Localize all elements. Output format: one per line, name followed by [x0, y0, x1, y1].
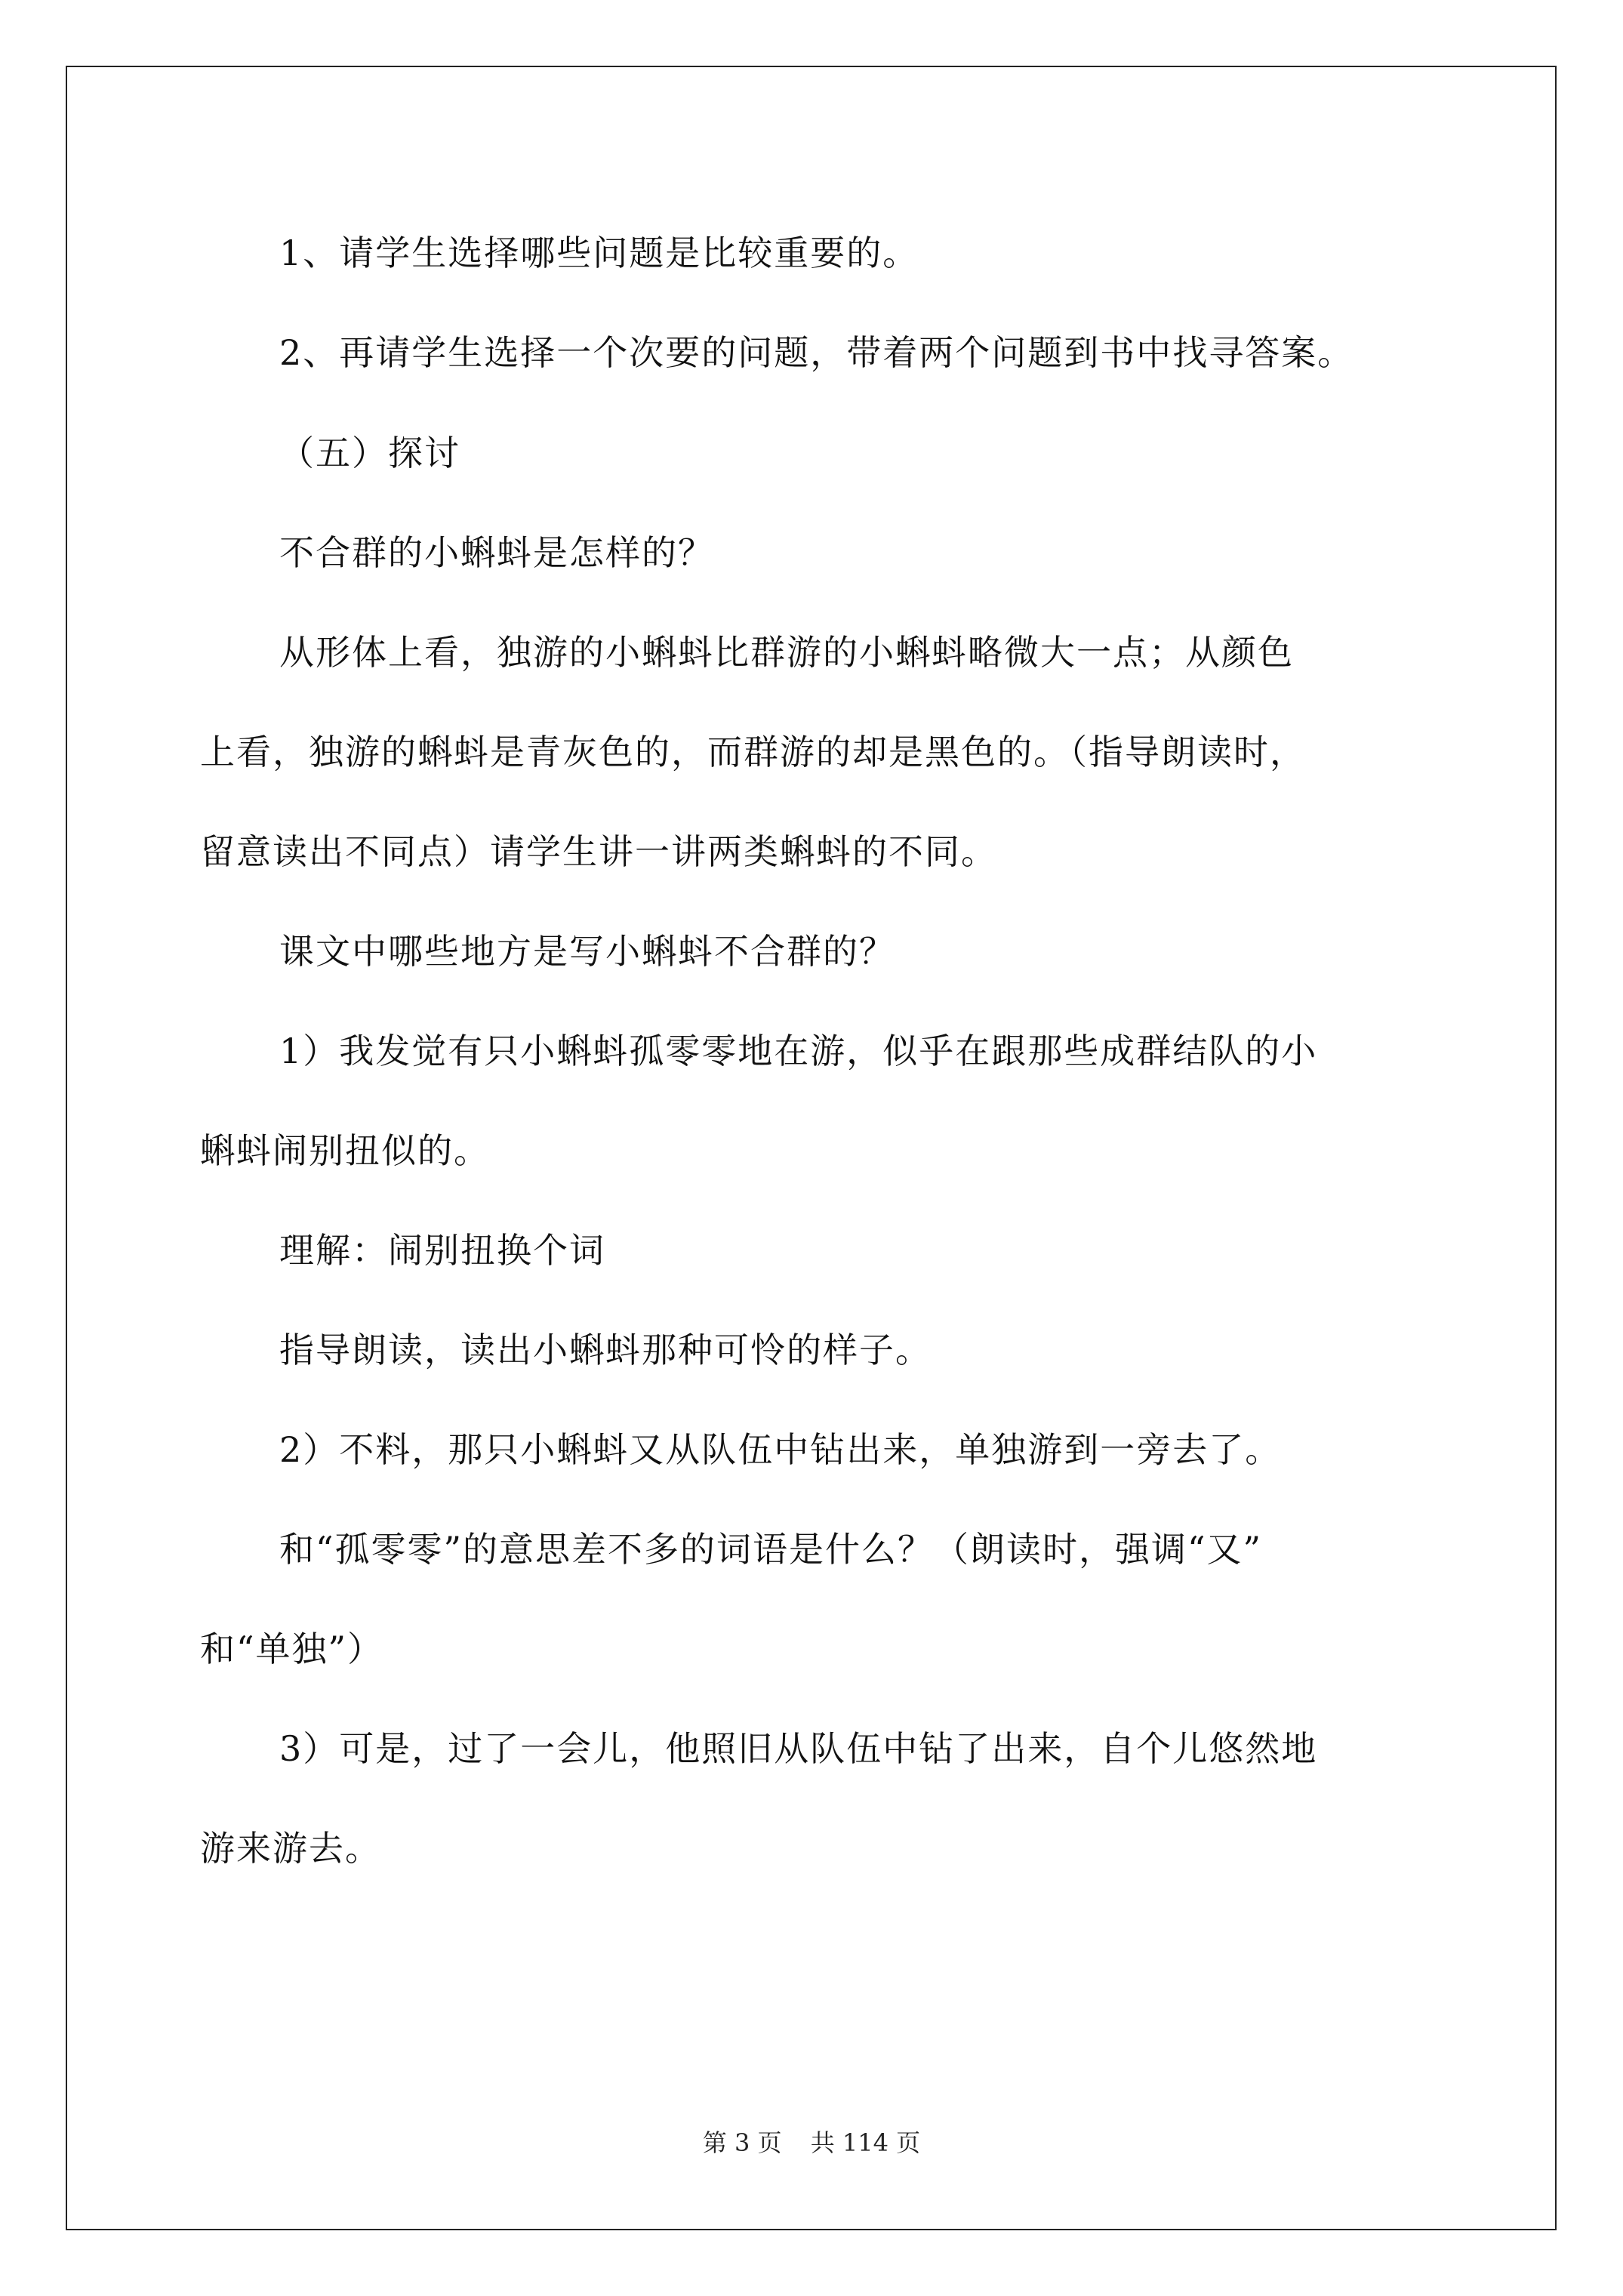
paragraph-line: 上看，独游的蝌蚪是青灰色的，而群游的却是黑色的。（指导朗读时，: [200, 732, 1306, 772]
paragraph-line: 从形体上看，独游的小蝌蚪比群游的小蝌蚪略微大一点；从颜色: [279, 632, 1294, 673]
paragraph-line: 指导朗读，读出小蝌蚪那种可怜的样子。: [279, 1330, 932, 1370]
paragraph-line: 留意读出不同点）请学生讲一讲两类蝌蚪的不同。: [200, 831, 997, 872]
paragraph-line: 游来游去。: [200, 1828, 381, 1869]
paragraph-line: 3）可是，过了一会儿，他照旧从队伍中钻了出来，自个儿悠然地: [279, 1728, 1318, 1769]
paragraph-line: 课文中哪些地方是写小蝌蚪不合群的？: [279, 931, 895, 972]
paragraph-line: 蝌蚪闹别扭似的。: [200, 1130, 490, 1171]
paragraph-line: 不合群的小蝌蚪是怎样的？: [279, 532, 714, 573]
paragraph-line: 和“单独”）: [200, 1629, 384, 1669]
paragraph-line: 2）不料，那只小蝌蚪又从队伍中钻出来，单独游到一旁去了。: [279, 1429, 1282, 1470]
paragraph-line: 1）我发觉有只小蝌蚪孤零零地在游，似乎在跟那些成群结队的小: [279, 1031, 1318, 1071]
paragraph-line: 和“孤零零”的意思差不多的词语是什么？（朗读时，强调“又”: [279, 1529, 1263, 1570]
page-number: 第 3 页: [702, 2128, 782, 2157]
paragraph-line: 2、再请学生选择一个次要的问题，带着两个问题到书中找寻答案。: [279, 332, 1354, 373]
page-total: 共 114 页: [810, 2128, 921, 2157]
paragraph-line: 理解：闹别扭换个词: [279, 1230, 605, 1271]
page-footer: [0, 2128, 1623, 2158]
paragraph-line: 1、请学生选择哪些问题是比较重要的。: [279, 233, 919, 273]
section-heading: （五）探讨: [279, 433, 460, 473]
